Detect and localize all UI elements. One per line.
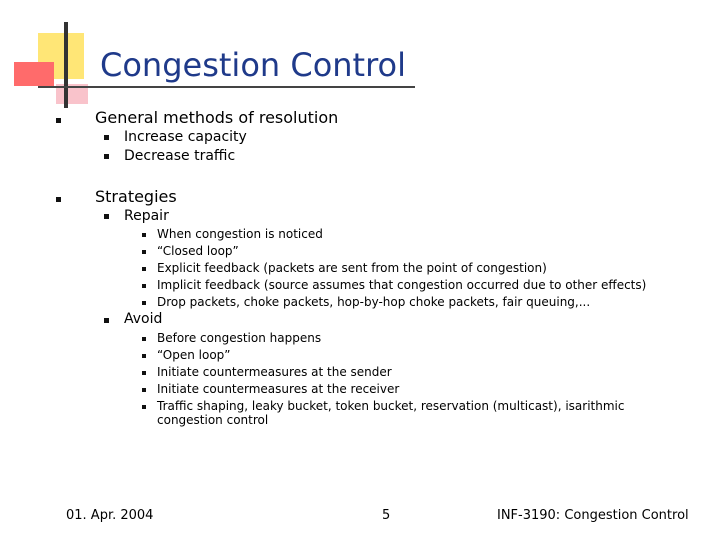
list-item: Explicit feedback (packets are sent from the point of congestion) [157, 261, 547, 275]
list-item-continuation: congestion control [157, 413, 269, 427]
bullet-icon [142, 337, 146, 341]
bullet-icon [142, 301, 146, 305]
subsection-avoid: Avoid [124, 311, 163, 327]
bullet-icon [142, 267, 146, 271]
list-item: Increase capacity [124, 129, 247, 145]
bullet-icon [104, 214, 109, 219]
list-item: Before congestion happens [157, 331, 322, 345]
list-item: Initiate countermeasures at the receiver [157, 382, 400, 396]
list-item: “Open loop” [157, 348, 231, 362]
list-item: Initiate countermeasures at the sender [157, 365, 392, 379]
bullet-icon [104, 318, 109, 323]
bullet-icon [104, 135, 109, 140]
bullet-icon [142, 371, 146, 375]
section-heading-strategies: Strategies [95, 187, 177, 206]
list-item: When congestion is noticed [157, 227, 323, 241]
bullet-icon [142, 405, 146, 409]
bullet-icon [142, 388, 146, 392]
subsection-repair: Repair [124, 208, 169, 224]
list-item: Traffic shaping, leaky bucket, token bucket, reservation (multicast), isarithmic [157, 399, 625, 413]
bullet-icon [142, 233, 146, 237]
list-item: Implicit feedback (source assumes that congestion occurred due to other effects) [157, 278, 647, 292]
bullet-icon [56, 197, 61, 202]
section-heading-general: General methods of resolution [95, 108, 339, 127]
list-item: Drop packets, choke packets, hop-by-hop choke packets, fair queuing,... [157, 295, 591, 309]
slide-title: Congestion Control [100, 46, 407, 84]
bullet-icon [142, 250, 146, 254]
bullet-icon [104, 154, 109, 159]
footer-date: 01. Apr. 2004 [66, 508, 154, 523]
footer-page-number: 5 [382, 508, 391, 523]
decor-red-square [14, 62, 54, 86]
list-item: “Closed loop” [157, 244, 239, 258]
footer-course: INF-3190: Congestion Control [497, 508, 689, 523]
bullet-icon [56, 118, 61, 123]
bullet-icon [142, 354, 146, 358]
title-underline [38, 86, 415, 88]
bullet-icon [142, 284, 146, 288]
list-item: Decrease traffic [124, 148, 236, 164]
decor-vertical-line [64, 22, 68, 108]
